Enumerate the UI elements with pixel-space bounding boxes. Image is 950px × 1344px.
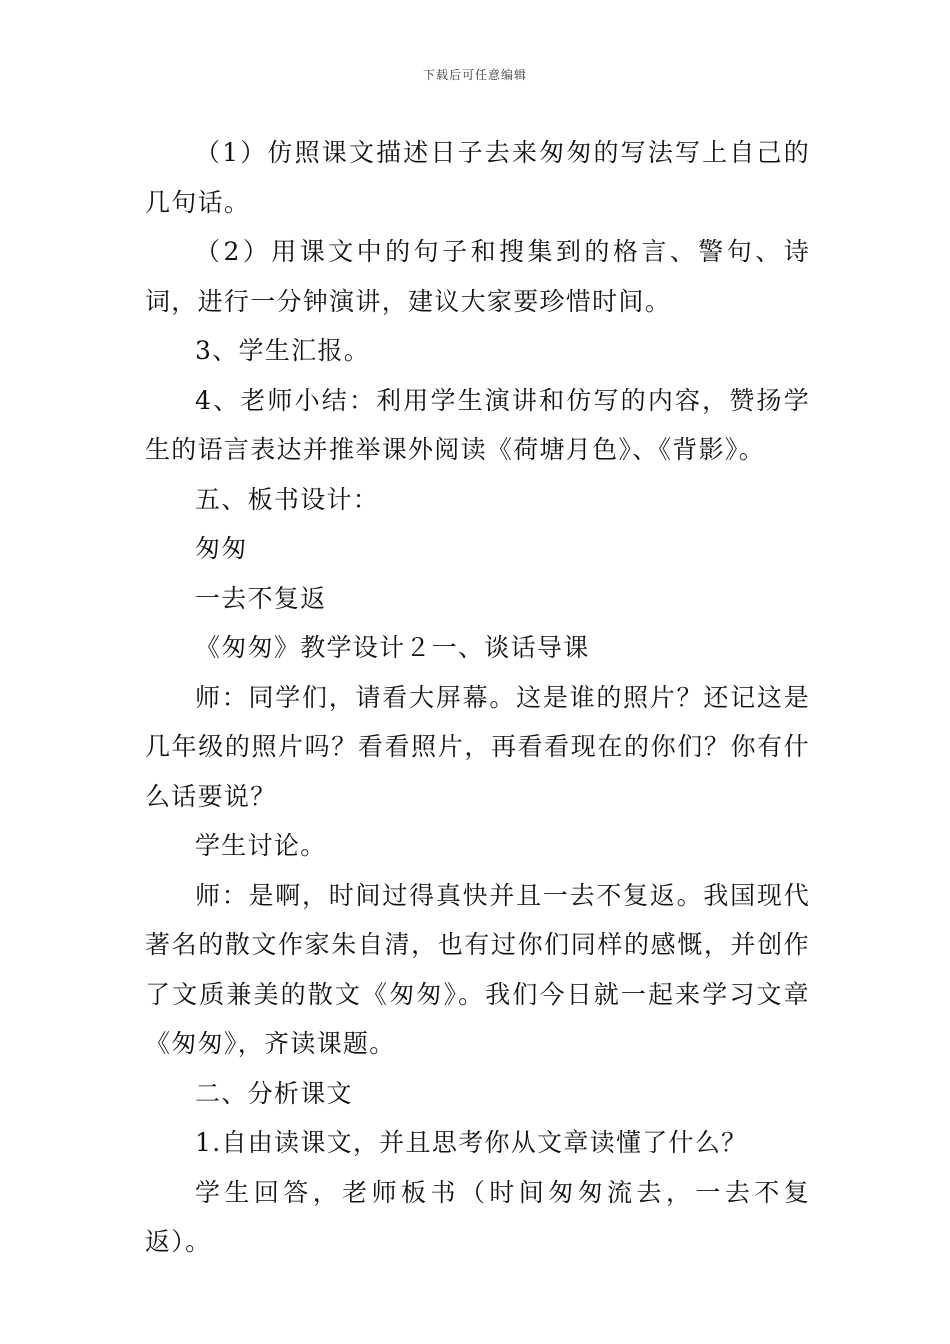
paragraph-speech-task: （2）用课文中的句子和搜集到的格言、警句、诗词，进行一分钟演讲，建议大家要珍惜时间。 bbox=[145, 237, 810, 316]
paragraph-student-discussion: 学生讨论。 bbox=[195, 831, 327, 860]
board-line-subtitle: 一去不复返 bbox=[195, 583, 327, 613]
paragraph-free-reading: 1.自由读课文，并且思考你从文章读懂了什么？ bbox=[195, 1128, 748, 1157]
section-heading-board-design: 五、板书设计： bbox=[195, 484, 380, 514]
paragraph-teacher-context: 师：是啊，时间过得真快并且一去不复返。我国现代著名的散文作家朱自清，也有过你们同样的感慨，并创作了文质兼美的散文《匆匆》。我们今日就一起来学习文章《匆匆》，齐读课题。 bbox=[145, 880, 810, 1058]
paragraph-teacher-intro: 师：同学们，请看大屏幕。这是谁的照片？还记这是几年级的照片吗？看看照片，再看看现在的你们？你有什么话要说？ bbox=[145, 682, 810, 811]
document-body bbox=[145, 128, 810, 1267]
section-heading-lesson-two: 《匆匆》教学设计２一、谈话导课 bbox=[195, 633, 590, 662]
board-line-title: 匆匆 bbox=[195, 534, 248, 563]
paragraph-student-report: 3、学生汇报。 bbox=[195, 336, 371, 365]
paragraph-teacher-summary: 4、老师小结：利用学生演讲和仿写的内容，赞扬学生的语言表达并推举课外阅读《荷塘月色》、《背影》。 bbox=[145, 385, 810, 464]
paragraph-imitation-writing: （1）仿照课文描述日子去来匆匆的写法写上自己的几句话。 bbox=[145, 138, 810, 217]
section-heading-analysis: 二、分析课文 bbox=[195, 1078, 353, 1108]
paragraph-student-answer: 学生回答，老师板书（时间匆匆流去，一去不复返）。 bbox=[145, 1177, 810, 1256]
page-header: 下载后可任意编辑 bbox=[422, 68, 527, 82]
